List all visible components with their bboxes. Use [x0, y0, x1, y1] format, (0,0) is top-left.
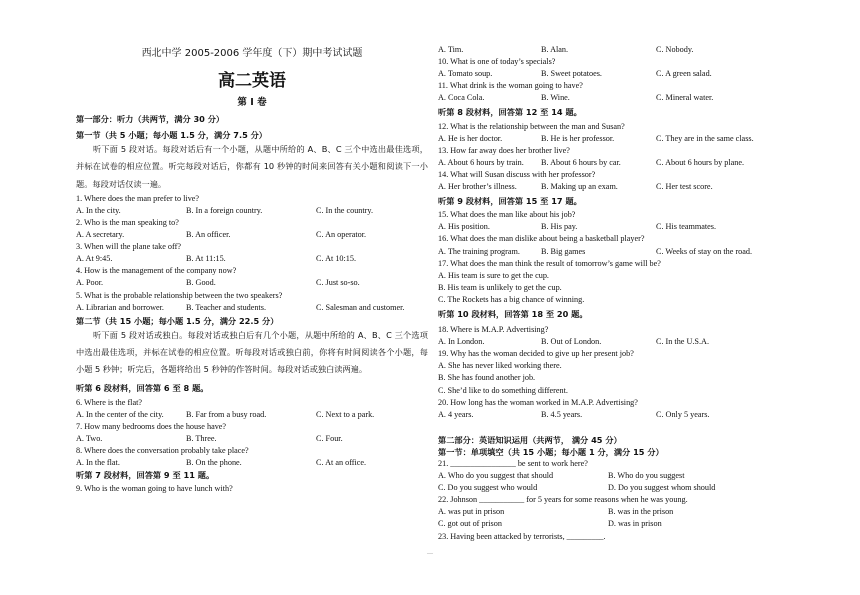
question-7 — [76, 421, 428, 445]
question-stem: 21. ________________ be sent to work here? — [438, 459, 588, 468]
option-c: C. Weeks of stay on the road. — [656, 246, 753, 256]
option-b: B. Far from a busy road. — [186, 409, 267, 419]
option-c: C. They are in the same class. — [656, 133, 754, 143]
option-b: B. On the phone. — [186, 458, 242, 467]
question-13 — [438, 145, 798, 169]
option-b: B. Teacher and students. — [186, 302, 266, 312]
option-c: C. Her test score. — [656, 182, 713, 192]
option-b: B. 4.5 years. — [541, 409, 583, 419]
option-a: A. In the center of the city. — [76, 409, 164, 419]
option-c: C. Nobody. — [656, 45, 694, 54]
exam-subject-title: 高二英语 — [218, 71, 286, 91]
option-a: A. Tomato soup. — [438, 69, 493, 79]
material-7-label: 听第 7 段材料，回答第 9 至 11 题。 — [76, 470, 215, 481]
question-stem: 2. Who is the man speaking to? — [76, 217, 179, 227]
question-18 — [438, 324, 798, 348]
option-a: A. His team is sure to get the cup. — [438, 270, 549, 280]
question-21 — [438, 458, 798, 494]
option-b: B. Big games — [541, 246, 586, 256]
option-c: C. His teammates. — [656, 222, 717, 232]
question-8 — [76, 445, 428, 469]
right-column — [438, 0, 798, 543]
question-stem: 20. How long has the woman worked in M.A.P. Advertising? — [438, 397, 638, 407]
option-c: C. The Rockets has a big chance of winning. — [438, 294, 585, 304]
option-a: A. In the flat. — [76, 458, 120, 467]
question-9-options — [438, 44, 798, 56]
part2-sec1-title: 第一节：单项填空（共 15 小题；每小题 1 分，满分 15 分） — [438, 446, 664, 457]
option-c: C. Mineral water. — [656, 93, 714, 103]
question-stem: 5. What is the probable relationship between the two speakers? — [76, 290, 283, 300]
option-b: B. He is her professor. — [541, 133, 615, 143]
option-b: B. An officer. — [186, 230, 231, 240]
question-1 — [76, 193, 428, 217]
question-3 — [76, 241, 428, 265]
part1-title: 第一部分：听力（共两节，满分 30 分） — [76, 114, 225, 124]
exam-school-title: 西北中学 2005-2006 学年度（下）期中考试试题 — [141, 48, 363, 59]
option-b: B. She has found another job. — [438, 373, 536, 383]
option-a: A. Her brother’s illness. — [438, 182, 517, 192]
option-b: B. Three. — [186, 433, 217, 443]
option-b: B. Out of London. — [541, 337, 602, 347]
option-a: A. Tim. — [438, 45, 464, 54]
question-stem: 6. Where is the flat? — [76, 397, 143, 407]
left-column — [76, 0, 428, 495]
option-b: B. Alan. — [541, 45, 569, 54]
question-12 — [438, 121, 798, 145]
question-stem: 13. How far away does her brother live? — [438, 145, 570, 155]
question-stem: 17. What does the man think the result of tomorrow’s game will be? — [438, 258, 661, 268]
option-c: C. An operator. — [316, 230, 367, 240]
material-10-label: 听第 10 段材料，回答第 18 至 20 题。 — [438, 308, 588, 319]
option-c: C. At 10:15. — [316, 254, 357, 264]
option-a: A. In London. — [438, 337, 485, 347]
option-a: A. The training program. — [438, 246, 520, 256]
question-stem: 11. What drink is the woman going to have? — [438, 81, 583, 91]
part1-sec1-instructions: 听下面 5 段对话。每段对话后有一个小题，从题中所给的 A、B、C 三个中选出最佳选项，并标在试卷的相应位置。听完每段对话后，你都有 10 秒钟的时间来回答有关小题和阅读下一小题。每段对话仅读一遍。 — [76, 144, 428, 189]
option-b: B. Sweet potatoes. — [541, 69, 602, 79]
option-a: A. In the city. — [76, 205, 121, 215]
option-c: C. Four. — [316, 433, 343, 443]
question-stem: 8. Where does the conversation probably take place? — [76, 445, 249, 455]
question-10 — [438, 56, 798, 80]
question-stem: 7. How many bedrooms does the house have? — [76, 421, 227, 431]
option-b: B. Making up an exam. — [541, 182, 618, 192]
option-c: C. About 6 hours by plane. — [656, 157, 745, 167]
option-a: A. was put in prison — [438, 507, 505, 517]
part1-sec2-title: 第二节（共 15 小题；每小题 1.5 分，满分 22.5 分） — [76, 315, 279, 326]
option-b: B. Who do you suggest — [608, 471, 685, 481]
material-6-label: 听第 6 段材料，回答第 6 至 8 题。 — [76, 383, 209, 394]
question-stem: 4. How is the management of the company now? — [76, 266, 237, 276]
option-d: D. Do you suggest whom should — [608, 483, 716, 493]
question-stem: 3. When will the plane take off? — [76, 242, 181, 252]
question-15 — [438, 209, 798, 233]
question-5 — [76, 290, 428, 314]
option-a: A. At 9:45. — [76, 254, 113, 264]
option-d: D. was in prison — [608, 519, 662, 529]
option-b: B. Wine. — [541, 93, 570, 103]
option-b: B. was in the prison — [608, 507, 674, 517]
option-c: C. In the country. — [316, 205, 373, 215]
question-stem: 19. Why has the woman decided to give up her present job? — [438, 349, 634, 359]
option-c: C. In the U.S.A. — [656, 337, 709, 347]
option-b: B. At 11:15. — [186, 254, 226, 264]
page-mark: — — [427, 551, 433, 557]
option-a: A. His position. — [438, 222, 490, 232]
option-c: C. A green salad. — [656, 69, 712, 79]
option-a: A. Poor. — [76, 278, 104, 288]
question-stem: 14. What will Susan discuss with her professor? — [438, 169, 596, 179]
option-b: B. Good. — [186, 278, 216, 288]
option-c: C. Next to a park. — [316, 409, 375, 419]
question-stem: 10. What is one of today’s specials? — [438, 57, 556, 67]
option-b: B. About 6 hours by car. — [541, 157, 621, 167]
option-c: C. At an office. — [316, 458, 367, 467]
question-stem: 12. What is the relationship between the man and Susan? — [438, 121, 625, 131]
question-23-stem: 23. Having been attacked by terrorists, _________. — [438, 531, 606, 541]
question-20 — [438, 397, 798, 421]
question-stem: 1. Where does the man prefer to live? — [76, 193, 200, 203]
question-9-stem: 9. Who is the woman going to have lunch with? — [76, 484, 233, 494]
part2-title: 第二部分：英语知识运用（共两节， 满分 45 分） — [438, 434, 622, 445]
option-c: C. Do you suggest who would — [438, 483, 538, 493]
option-c: C. Salesman and customer. — [316, 302, 405, 312]
question-6 — [76, 397, 428, 421]
option-a: A. She has never liked working there. — [438, 361, 562, 371]
question-4 — [76, 265, 428, 289]
option-c: C. Just so-so. — [316, 278, 360, 288]
option-b: B. In a foreign country. — [186, 205, 263, 215]
option-a: A. Who do you suggest that should — [438, 471, 554, 481]
question-19 — [438, 348, 798, 396]
option-b: B. His team is unlikely to get the cup. — [438, 282, 562, 292]
option-a: A. About 6 hours by train. — [438, 157, 524, 167]
question-stem: 18. Where is M.A.P. Advertising? — [438, 325, 549, 335]
material-8-label: 听第 8 段材料，回答第 12 至 14 题。 — [438, 107, 582, 118]
option-a: A. He is her doctor. — [438, 133, 503, 143]
volume-label: 第 I 卷 — [237, 97, 267, 108]
option-b: B. His pay. — [541, 222, 578, 232]
question-2 — [76, 217, 428, 241]
question-14 — [438, 169, 798, 193]
option-c: C. She’d like to do something different. — [438, 385, 568, 395]
option-a: A. A secretary. — [76, 230, 125, 240]
question-11 — [438, 80, 798, 104]
question-stem: 15. What does the man like about his job? — [438, 210, 576, 220]
option-a: A. Librarian and borrower. — [76, 302, 164, 312]
question-17 — [438, 258, 798, 306]
question-16 — [438, 233, 798, 257]
question-stem: 16. What does the man dislike about being a basketball player? — [438, 234, 645, 244]
option-a: A. Coca Cola. — [438, 93, 485, 103]
question-stem: 22. Johnson ___________ for 5 years for some reasons when he was young. — [438, 495, 688, 505]
question-22 — [438, 494, 798, 530]
material-9-label: 听第 9 段材料，回答第 15 至 17 题。 — [438, 196, 582, 207]
part1-sec2-instructions: 听下面 5 段对话或独白。每段对话或独白后有几个小题，从题中所给的 A、B、C 三个选项中选出最佳选项，并标在试卷的相应位置。听每段对话或独白前，你将有时间阅读各个小题，每小题 5 秒钟；听完后，各题将给出 5 秒钟的作答时间。每段对话或独白读两遍。 — [76, 329, 428, 375]
option-c: C. Only 5 years. — [656, 409, 710, 419]
option-a: A. Two. — [76, 433, 103, 443]
option-c: C. got out of prison — [438, 519, 502, 529]
option-a: A. 4 years. — [438, 409, 474, 419]
part1-sec1-title: 第一节（共 5 小题；每小题 1.5 分，满分 7.5 分） — [76, 130, 267, 141]
